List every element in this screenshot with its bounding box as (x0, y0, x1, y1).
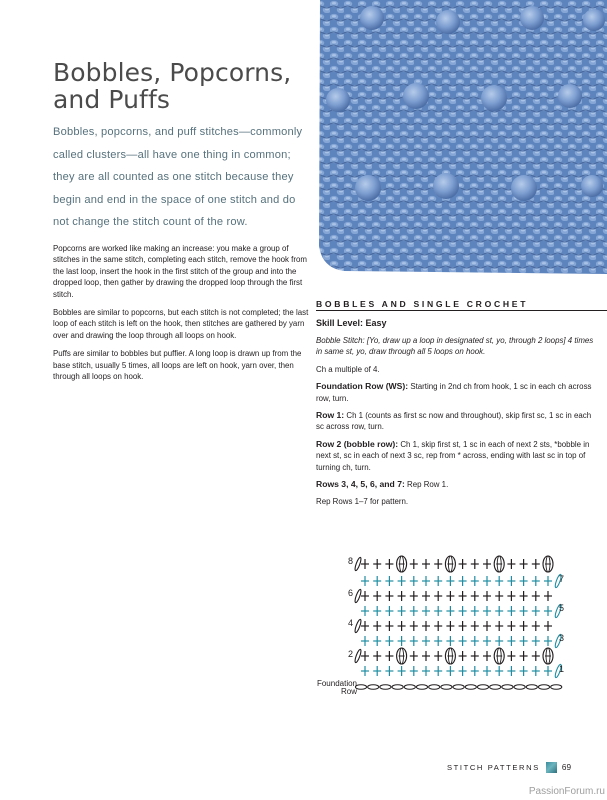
foundation-chain-symbol (404, 685, 415, 690)
foundation-chain-symbol (490, 685, 501, 690)
row-number-5: 5 (559, 603, 565, 613)
title-line-2: and Puffs (53, 85, 170, 114)
row-1-text: Ch 1 (counts as first sc now and throughout), skip first sc, 1 sc in each sc across row, turn. (316, 411, 592, 432)
foundation-chain-symbol (538, 685, 549, 690)
foundation-chain-symbol (526, 685, 537, 690)
row-number-8: 8 (347, 556, 353, 566)
repeat-instruction: Rep Rows 1–7 for pattern. (316, 497, 409, 507)
body-text (53, 243, 309, 389)
heading-rule (316, 310, 607, 311)
foundation-chain-symbol (465, 685, 476, 690)
pattern-instructions (316, 335, 596, 514)
row-number-7: 7 (559, 574, 565, 584)
rows-3-7 (316, 479, 596, 490)
turning-chain-symbol (354, 619, 362, 633)
puff-paragraph: Puffs are similar to bobbles but puffier. A long loop is drawn up from the base stitch, usually 5 times, all loops are left on hook, yarn over, then through all loops on hook. (53, 349, 302, 382)
row-1 (316, 410, 596, 433)
row-number-6: 6 (347, 588, 353, 598)
title-line-1: Bobbles, Popcorns, (53, 58, 292, 87)
foundation-chain-symbol (429, 685, 440, 690)
chain-instruction: Ch a multiple of 4. (316, 364, 380, 374)
foundation-row (316, 381, 596, 404)
row-2 (316, 439, 596, 473)
section-color-icon (546, 762, 557, 773)
skill-level: Skill Level: Easy (316, 318, 387, 328)
lead-paragraph: Bobbles, popcorns, and puff stitches—commonly called clusters—all have one thing in common; they are all counted as one stitch because they begin and end in the space of one stitch and do not change the stitch count of the row. (53, 126, 303, 229)
row-number-4: 4 (347, 618, 353, 628)
foundation-chain-symbol (392, 685, 403, 690)
row-2-label: Row 2 (bobble row): (316, 438, 399, 449)
popcorn-paragraph: Popcorns are worked like making an increase: you make a group of stitches in the same stitch, completing each stitch, remove the hook from the last loop, insert the hook in the first stitch of the group and into the dropped loop, then gather by drawing the dropped loop through the first stitch. (53, 244, 307, 299)
foundation-label-line-1: Foundation (316, 679, 357, 688)
row-2-text: Ch 1, skip first st, 1 sc in each of next 2 sts, *bobble in next st, sc in each of next 3 sc, rep from * across, ending with last sc in top of turning ch, turn. (316, 439, 590, 472)
foundation-chain-symbol (441, 685, 452, 690)
foundation-label-line-2: Row (340, 687, 357, 696)
pattern-heading: BOBBLES AND SINGLE CROCHET (316, 299, 529, 309)
foundation-chain-symbol (477, 685, 488, 690)
rows-3-7-label: Rows 3, 4, 5, 6, and 7: (316, 479, 405, 490)
turning-chain-symbol (354, 649, 362, 663)
foundation-chain-symbol (453, 685, 464, 690)
bobble-stitch-definition: Bobble Stitch: [Yo, draw up a loop in designated st, yo, through 2 loops] 4 times in same st, yo, draw through all 5 loops on hook. (316, 336, 594, 357)
foundation-chain-symbol (502, 685, 513, 690)
row-number-2: 2 (347, 649, 353, 659)
footer-section-label: STITCH PATTERNS (446, 763, 540, 772)
bobble-paragraph: Bobbles are similar to popcorns, but each stitch is not completed; the last loop of each stitch is left on the hook, then stitches are gathered by yarn over and drawing the loop through all loops on hook. (53, 308, 309, 340)
rows-3-7-text: Rep Row 1. (404, 480, 449, 490)
row-1-label: Row 1: (316, 410, 345, 421)
foundation-chain-symbol (551, 685, 562, 690)
foundation-chain-symbol (514, 685, 525, 690)
row-number-3: 3 (559, 633, 565, 643)
foundation-chain-symbol (416, 685, 427, 690)
foundation-row-label: Foundation Row (WS): (316, 381, 409, 392)
watermark: PassionForum.ru (528, 786, 605, 797)
page-title (53, 59, 313, 113)
row-number-1: 1 (559, 664, 565, 674)
page-number: 69 (561, 763, 571, 772)
foundation-chain-symbol (380, 685, 391, 690)
foundation-chain-symbol (368, 685, 379, 690)
foundation-chain-symbol (355, 685, 366, 690)
page-footer (447, 762, 571, 773)
turning-chain-symbol (354, 589, 362, 603)
stitch-chart (305, 544, 595, 704)
crochet-swatch-photo (316, 0, 607, 278)
turning-chain-symbol (354, 557, 362, 571)
foundation-row-text: Starting in 2nd ch from hook, 1 sc in each ch across row, turn. (316, 382, 592, 403)
